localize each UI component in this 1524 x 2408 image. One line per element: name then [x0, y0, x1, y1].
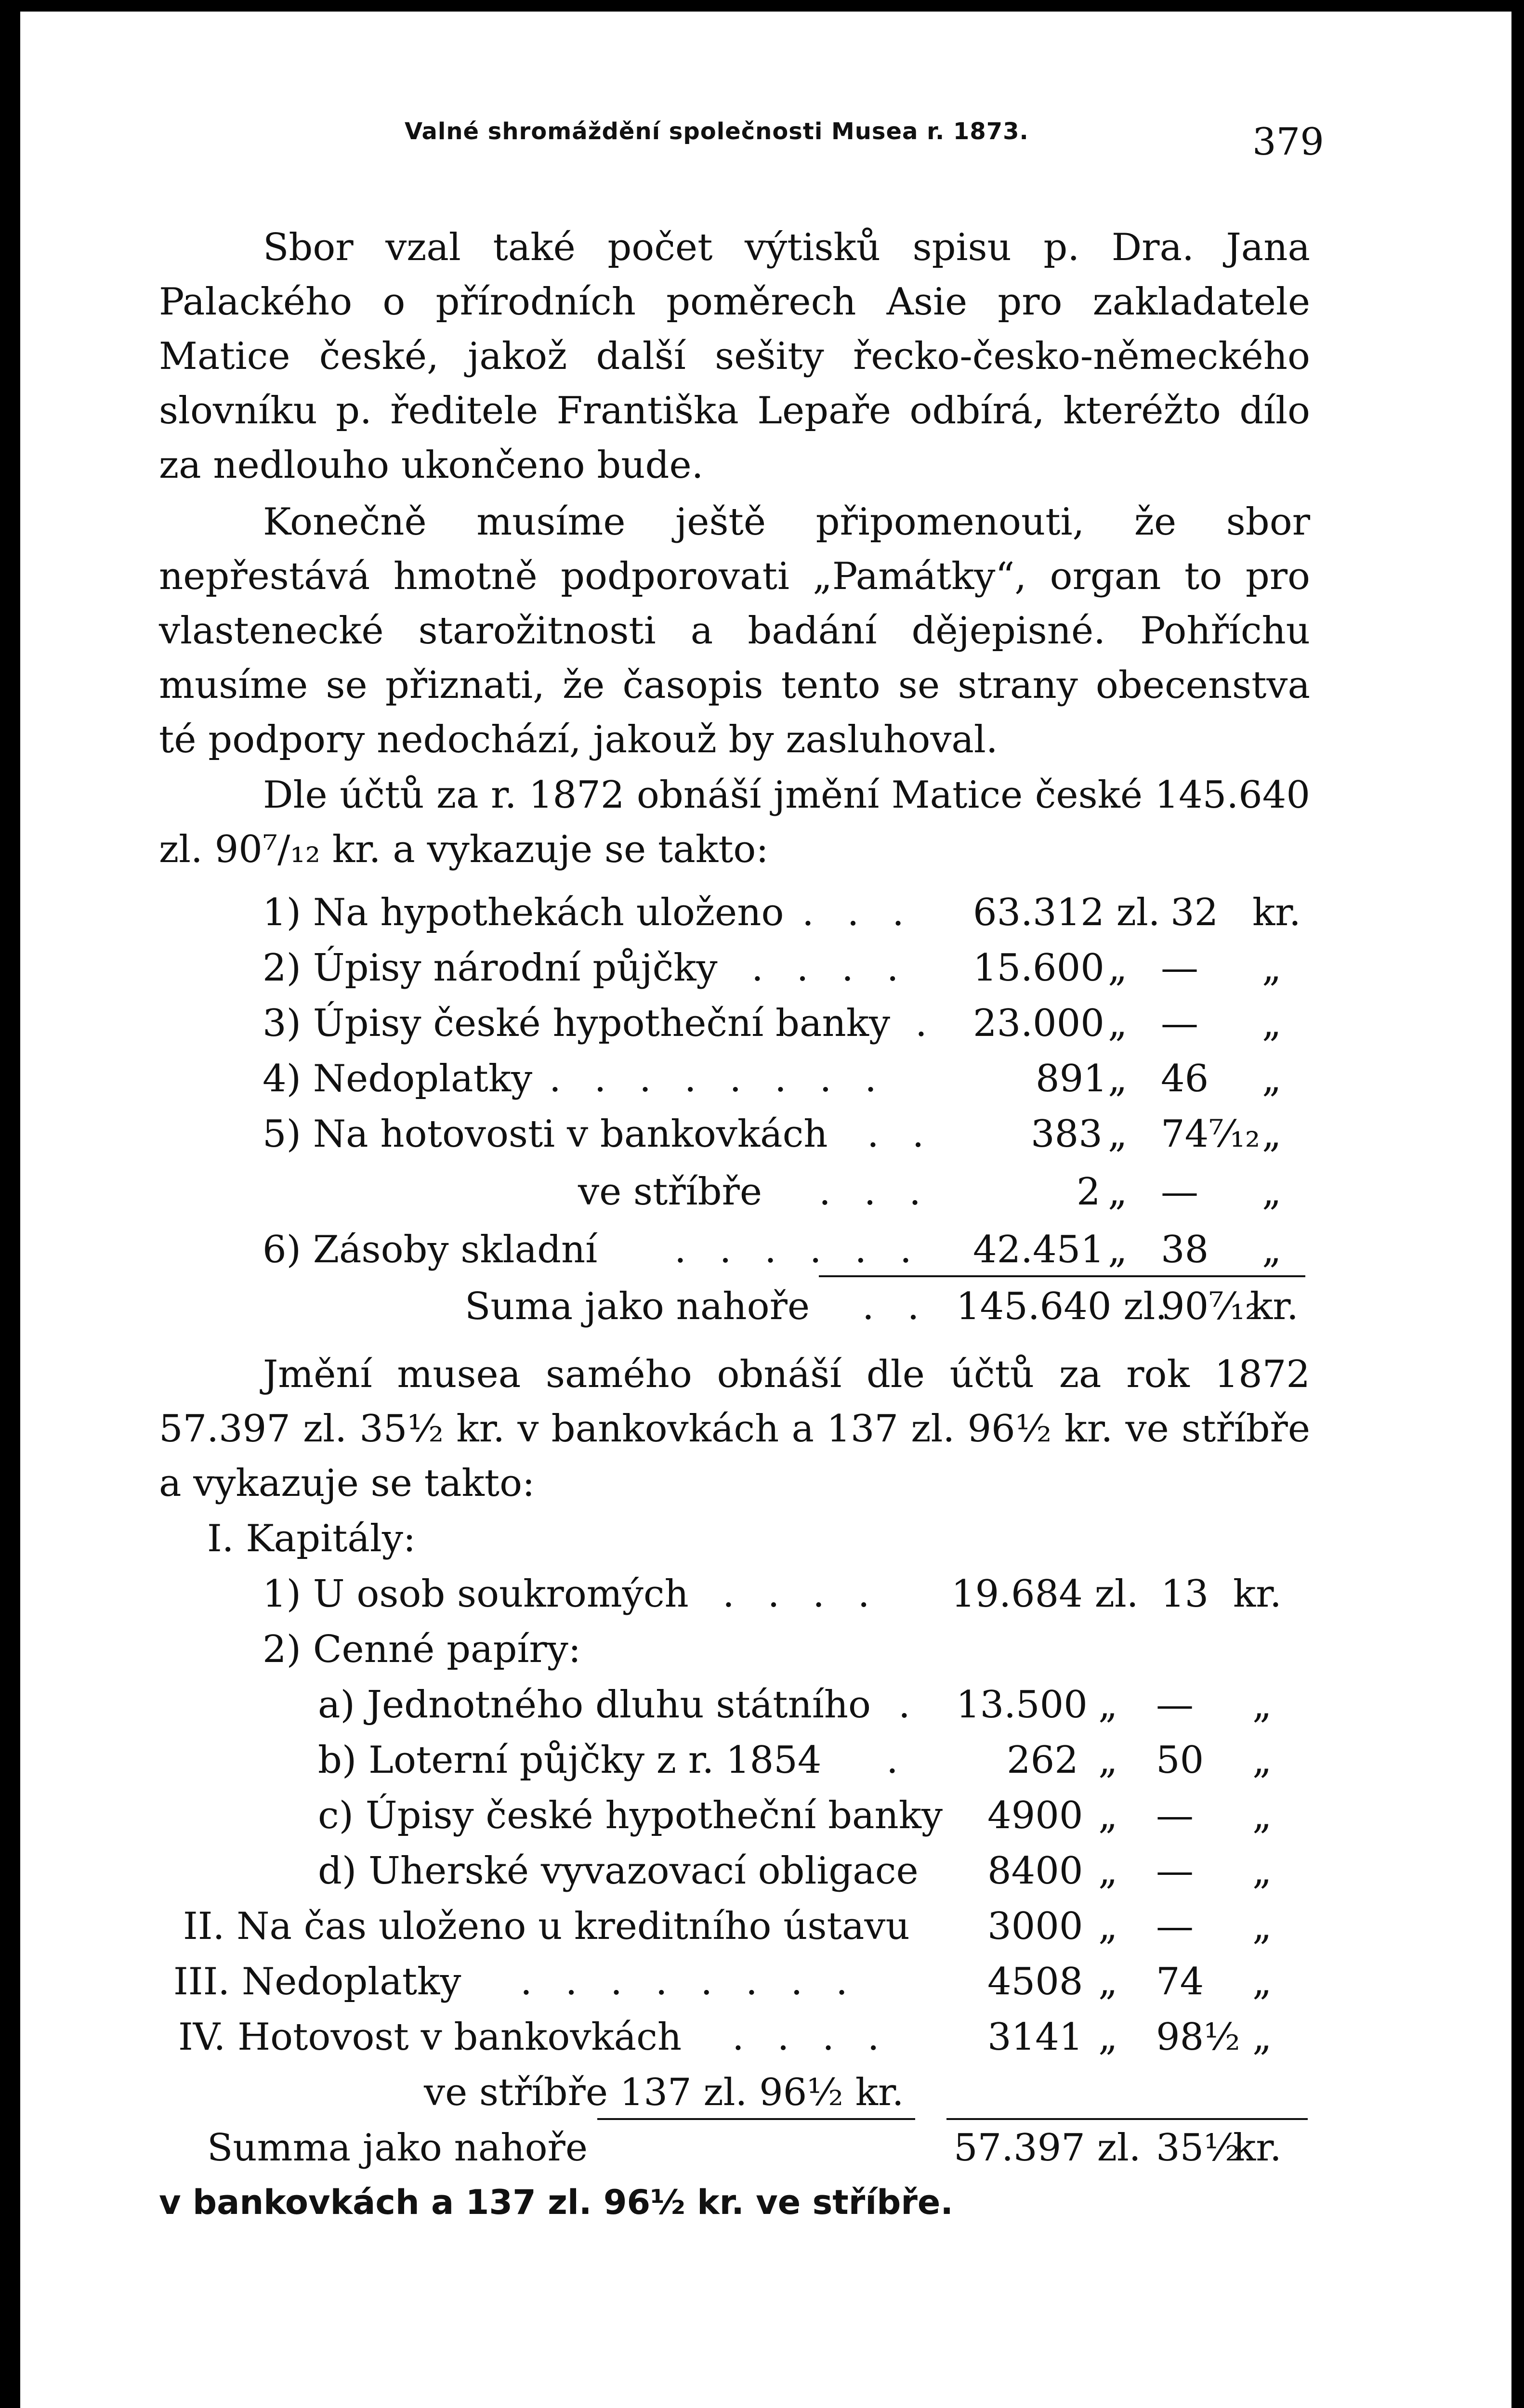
row-leader: . . . — [802, 891, 915, 934]
row-zl: 4900 — [987, 1794, 1083, 1837]
paragraph-palacky — [159, 221, 1310, 493]
table-row — [0, 886, 1524, 939]
row-unit: „ — [1252, 1794, 1272, 1837]
row-label: 1) Na hypothekách uloženo — [263, 891, 784, 934]
row-zl: 23.000 — [973, 1002, 1104, 1045]
total-unit: kr. — [1250, 1285, 1299, 1328]
row-zl: 8400 — [987, 1849, 1083, 1893]
table-row — [0, 1052, 1524, 1105]
row-kr: — — [1161, 1002, 1198, 1045]
row-zl: 4508 — [987, 1960, 1083, 2003]
row-ditto: „ — [1108, 1057, 1128, 1100]
row-unit: „ — [1262, 1002, 1282, 1045]
row-leader: . . — [867, 1112, 935, 1156]
page-number: 379 — [1252, 120, 1324, 164]
section-heading: I. Kapitály: — [207, 1517, 416, 1560]
table-row — [0, 1955, 1524, 2008]
row-zl: 891 — [1036, 1057, 1107, 1100]
row-kr: 38 — [1161, 1228, 1209, 1271]
row-label: 5) Na hotovosti v bankovkách — [263, 1112, 828, 1156]
row-label: 2) Úpisy národní půjčky — [263, 946, 718, 990]
paragraph-musea-accounts — [159, 1348, 1310, 1511]
row-leader: . — [915, 1002, 938, 1045]
paragraph-pamatky — [159, 495, 1310, 767]
total-zl: 57.397 zl. — [954, 2126, 1141, 2170]
row-unit: „ — [1262, 946, 1282, 990]
table-total-row — [0, 2121, 1524, 2174]
table-heading — [0, 1512, 1524, 1565]
row-unit: „ — [1252, 1683, 1272, 1727]
row-leader: . — [898, 1683, 921, 1727]
table-row — [0, 2011, 1524, 2064]
row-kr: 50 — [1156, 1739, 1204, 1782]
row-ditto: „ — [1098, 1849, 1118, 1893]
row-leader: . . . . — [732, 2015, 890, 2059]
row-leader: . . . . — [751, 946, 909, 990]
row-kr: 74 — [1156, 1960, 1204, 2003]
table-row — [0, 1900, 1524, 1953]
row-ditto: „ — [1098, 1794, 1118, 1837]
table-row — [0, 1678, 1524, 1731]
running-title: Valné shromáždění společnosti Musea r. 1873. — [405, 118, 1029, 145]
row-ditto: „ — [1108, 1170, 1128, 1214]
row-label: 4) Nedoplatky — [263, 1057, 533, 1100]
sum-rule — [819, 1275, 1305, 1277]
row-ditto: „ — [1098, 1739, 1118, 1782]
table-row — [0, 1845, 1524, 1898]
row-unit: „ — [1252, 1739, 1272, 1782]
table-row — [0, 1623, 1524, 1676]
row-zl: 3000 — [987, 1905, 1083, 1948]
row-unit: „ — [1262, 1112, 1282, 1156]
table-row — [0, 1108, 1524, 1161]
row-leader: . . . . . . . . — [520, 1960, 858, 2003]
scan-border-top — [0, 0, 1524, 12]
row-zl: 262 — [1007, 1739, 1078, 1782]
total-kr: 35½ — [1156, 2126, 1240, 2170]
row-leader: . . . . . . . . — [549, 1057, 887, 1100]
row-ditto: „ — [1108, 1002, 1128, 1045]
table-row — [0, 1165, 1524, 1218]
total-zl: 145.640 zl. — [956, 1285, 1168, 1328]
row-label: a) Jednotného dluhu státního — [318, 1683, 871, 1727]
row-leader: . . . . — [723, 1572, 880, 1616]
row-label: 1) U osob soukromých — [263, 1572, 689, 1616]
paragraph-text: Sbor vzal také počet výtisků spisu p. Dra. Jana Palackého o přírodních poměrech Asie pro zakladatele Matice české, jakož další sešity řecko-česko-německého slovníku p. ředitele Františka Lepaře odbírá, kteréžto dílo za nedlouho ukončeno bude. — [159, 226, 1310, 487]
row-kr: — — [1156, 1794, 1194, 1837]
row-zl: 19.684 zl. — [951, 1572, 1139, 1616]
table-total-row — [0, 1280, 1524, 1333]
row-ditto: „ — [1098, 1683, 1118, 1727]
sum-rule — [946, 2118, 1308, 2120]
row-unit: kr. — [1233, 1572, 1282, 1616]
paragraph-text: Jmění musea samého obnáší dle účtů za rok 1872 57.397 zl. 35½ kr. v bankovkách a 137 zl. 96½ kr. ve stříbře a vykazuje se takto: — [159, 1353, 1310, 1505]
row-unit: „ — [1262, 1228, 1282, 1271]
row-label: III. Nedoplatky — [173, 1960, 461, 2003]
row-label: d) Uherské vyvazovací obligace — [318, 1849, 919, 1893]
paragraph-text: Konečně musíme ještě připomenouti, že sbor nepřestává hmotně podporovati „Památky“, organ to pro vlastenecké starožitnosti a badání dějepisné. Pohříchu musíme se přiznati, že časopis tento se strany obecenstva té podpory nedochází, jakouž by zasluhoval. — [159, 500, 1310, 761]
closing-line: v bankovkách a 137 zl. 96½ kr. ve stříbře. — [159, 2183, 953, 2222]
total-label: Summa jako nahoře — [207, 2126, 588, 2170]
row-kr: — — [1156, 1683, 1194, 1727]
table-row — [0, 1734, 1524, 1787]
row-unit: kr. — [1252, 891, 1301, 934]
row-unit: „ — [1262, 1170, 1282, 1214]
row-kr: — — [1161, 946, 1198, 990]
row-zl: 2 — [1077, 1170, 1101, 1214]
sub-rule — [597, 2118, 915, 2120]
table-row — [0, 2066, 1524, 2119]
total-kr: 90⁷⁄₁₂ — [1161, 1285, 1261, 1328]
row-ditto: „ — [1108, 1112, 1128, 1156]
table-row — [0, 997, 1524, 1050]
table-row — [0, 942, 1524, 995]
row-unit: „ — [1252, 2015, 1272, 2059]
total-label: Suma jako nahoře — [465, 1285, 810, 1328]
row-kr: — — [1161, 1170, 1198, 1214]
silver-line: ve stříbře 137 zl. 96½ kr. — [424, 2071, 904, 2114]
table-row — [0, 1223, 1524, 1276]
row-kr: — — [1156, 1905, 1194, 1948]
row-label: II. Na čas uloženo u kreditního ústavu — [183, 1905, 910, 1948]
row-zl: 42.451 — [973, 1228, 1104, 1271]
row-leader: . . . — [819, 1170, 932, 1214]
row-kr: — — [1156, 1849, 1194, 1893]
row-kr: 98½ — [1156, 2015, 1240, 2059]
row-label: IV. Hotovost v bankovkách — [178, 2015, 682, 2059]
row-leader: . — [886, 1739, 909, 1782]
row-zl: 3141 — [987, 2015, 1083, 2059]
table-row — [0, 1568, 1524, 1621]
row-label: b) Loterní půjčky z r. 1854 — [318, 1739, 822, 1782]
row-kr: 74⁷⁄₁₂ — [1161, 1112, 1261, 1156]
row-ditto: „ — [1098, 2015, 1118, 2059]
row-unit: „ — [1252, 1960, 1272, 2003]
row-label: c) Úpisy české hypotheční banky — [318, 1794, 943, 1837]
table-row — [0, 1789, 1524, 1842]
row-zl: 15.600 — [973, 946, 1104, 990]
row-unit: „ — [1252, 1905, 1272, 1948]
row-kr: 46 — [1161, 1057, 1209, 1100]
total-leader: . . — [862, 1285, 930, 1328]
row-label: ve stříbře — [578, 1170, 762, 1214]
paragraph-matice-accounts — [159, 768, 1310, 877]
row-label: 2) Cenné papíry: — [263, 1628, 581, 1671]
row-unit: „ — [1252, 1849, 1272, 1893]
total-unit: kr. — [1233, 2126, 1282, 2170]
row-leader: . . . . . . — [674, 1228, 922, 1271]
row-zl: 63.312 zl. — [973, 891, 1160, 934]
row-zl: 383 — [1031, 1112, 1103, 1156]
row-kr: 32 — [1170, 891, 1219, 934]
row-ditto: „ — [1108, 946, 1128, 990]
row-label: 3) Úpisy české hypotheční banky — [263, 1002, 891, 1045]
row-ditto: „ — [1098, 1960, 1118, 2003]
row-unit: „ — [1262, 1057, 1282, 1100]
row-ditto: „ — [1098, 1905, 1118, 1948]
row-label: 6) Zásoby skladní — [263, 1228, 598, 1271]
row-zl: 13.500 — [956, 1683, 1088, 1727]
row-kr: 13 — [1161, 1572, 1209, 1616]
paragraph-text: Dle účtů za r. 1872 obnáší jmění Matice české 145.640 zl. 90⁷/₁₂ kr. a vykazuje se takto: — [159, 773, 1310, 871]
row-ditto: „ — [1108, 1228, 1128, 1271]
